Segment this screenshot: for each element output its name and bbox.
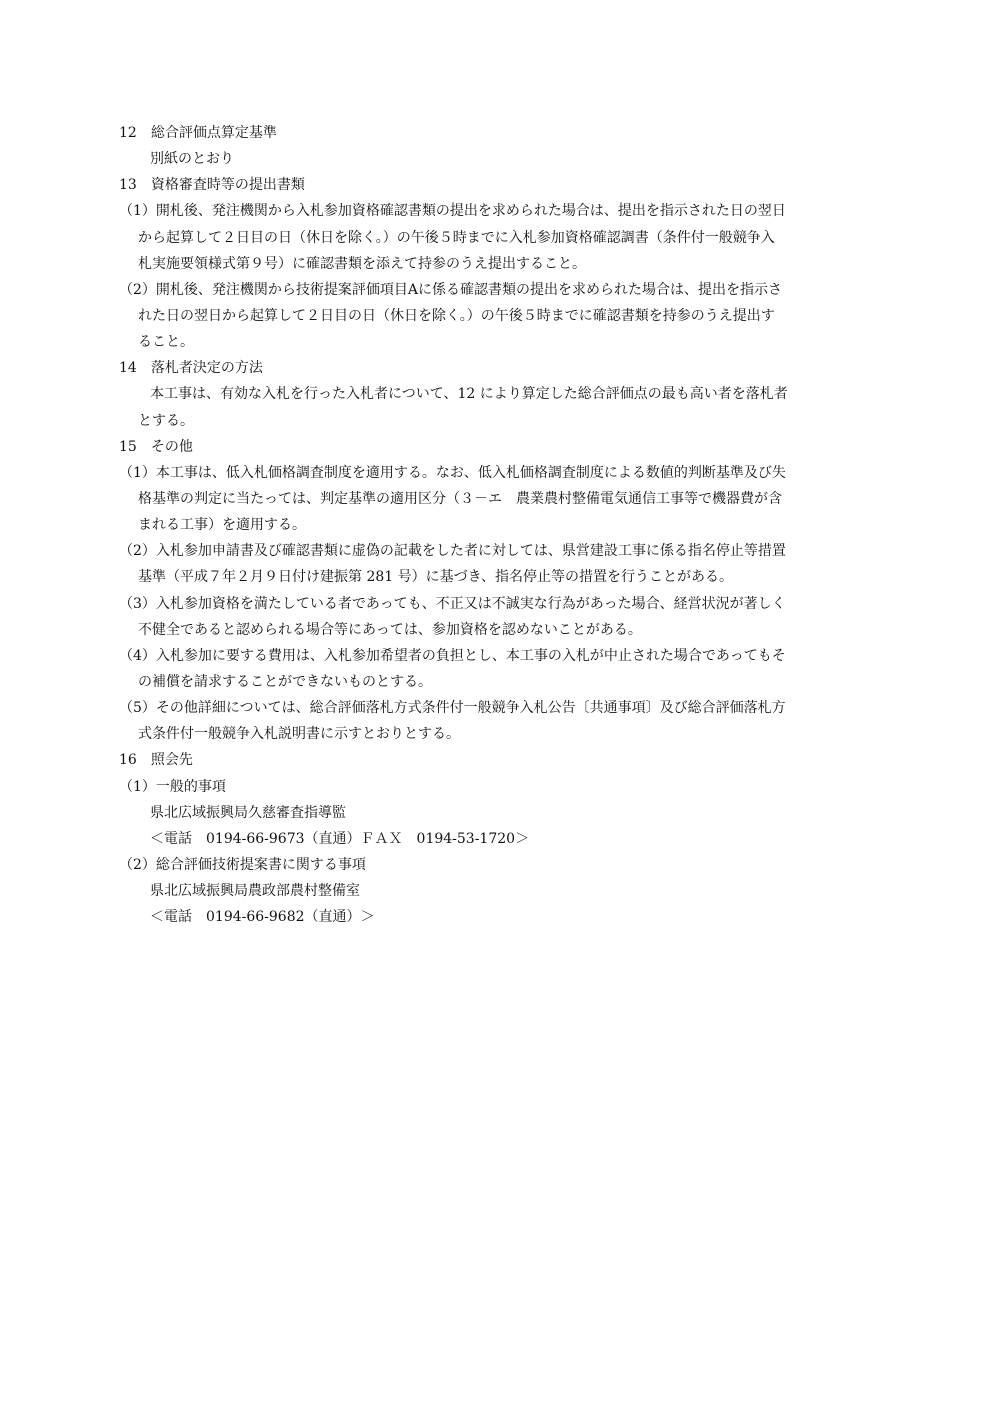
section-15-item-2-line-2: 基準（平成７年２月９日付け建振第 281 号）に基づき、指名停止等の措置を行うことがある。 <box>138 569 734 586</box>
section-16-item-2-office: 県北広域振興局農政部農村整備室 <box>150 883 360 900</box>
section-12-text: 別紙のとおり <box>150 151 234 168</box>
section-16-item-1-contact: ＜電話 0194-66-9673（直通）ＦＡＸ 0194-53-1720＞ <box>150 830 530 847</box>
section-13-item-1-line-3: 札実施要領様式第９号）に確認書類を添えて持参のうえ提出すること。 <box>138 255 586 272</box>
section-14-text-line-2: とする。 <box>138 412 194 429</box>
section-15-item-3-line-1: （3）入札参加資格を満たしている者であっても、不正又は不誠実な行為があった場合、経営状況が著しく <box>119 595 786 612</box>
section-13-item-1-line-2: から起算して２日目の日（休日を除く。）の午後５時までに入札参加資格確認調書（条件付一般競争入 <box>138 229 775 246</box>
section-15-item-5-line-2: 式条件付一般競争入札説明書に示すとおりとする。 <box>138 726 460 743</box>
section-16-item-1-office: 県北広域振興局久慈審査指導監 <box>150 804 346 821</box>
section-15-item-1-line-2: 格基準の判定に当たっては、判定基準の適用区分（３－エ 農業農村整備電気通信工事等で機器費が含 <box>138 490 782 507</box>
section-12-heading: 12 総合評価点算定基準 <box>119 125 277 141</box>
section-13-item-1-line-1: （1）開札後、発注機関から入札参加資格確認書類の提出を求められた場合は、提出を指示された日の翌日 <box>119 203 786 220</box>
section-14-text-line-1: 本工事は、有効な入札を行った入札者について、12 により算定した総合評価点の最も高い者を落札者 <box>150 386 788 403</box>
section-15-item-3-line-2: 不健全であると認められる場合等にあっては、参加資格を認めないことがある。 <box>138 621 642 638</box>
section-15-item-2-line-1: （2）入札参加申請書及び確認書類に虚偽の記載をした者に対しては、県営建設工事に係る指名停止等措置 <box>119 543 786 560</box>
document-body <box>119 120 889 930</box>
section-15-item-1-line-3: まれる工事）を適用する。 <box>138 517 306 534</box>
section-14-heading: 14 落札者決定の方法 <box>119 360 263 377</box>
section-15-heading: 15 その他 <box>119 438 193 455</box>
section-16-item-2-contact: ＜電話 0194-66-9682（直通）＞ <box>150 909 375 926</box>
section-16-heading: 16 照会先 <box>119 752 193 769</box>
section-15-item-1-line-1: （1）本工事は、低入札価格調査制度を適用する。なお、低入札価格調査制度による数値的判断基準及び失 <box>119 464 786 481</box>
section-16-item-1-heading: （1）一般的事項 <box>119 778 226 795</box>
section-15-item-4-line-1: （4）入札参加に要する費用は、入札参加希望者の負担とし、本工事の入札が中止された場合であってもそ <box>119 647 786 664</box>
section-15-item-4-line-2: の補償を請求することができないものとする。 <box>138 673 432 690</box>
section-13-item-2-line-3: ること。 <box>138 334 194 351</box>
section-13-item-2-line-1: （2）開札後、発注機関から技術提案評価項目Aに係る確認書類の提出を求められた場合は、提出を指示さ <box>119 281 783 298</box>
section-13-item-2-line-2: れた日の翌日から起算して２日目の日（休日を除く。）の午後５時までに確認書類を持参のうえ提出す <box>138 307 775 324</box>
section-13-heading: 13 資格審査時等の提出書類 <box>119 177 305 194</box>
section-15-item-5-line-1: （5）その他詳細については、総合評価落札方式条件付一般競争入札公告〔共通事項〕及び総合評価落札方 <box>119 700 786 717</box>
section-16-item-2-heading: （2）総合評価技術提案書に関する事項 <box>119 856 366 873</box>
